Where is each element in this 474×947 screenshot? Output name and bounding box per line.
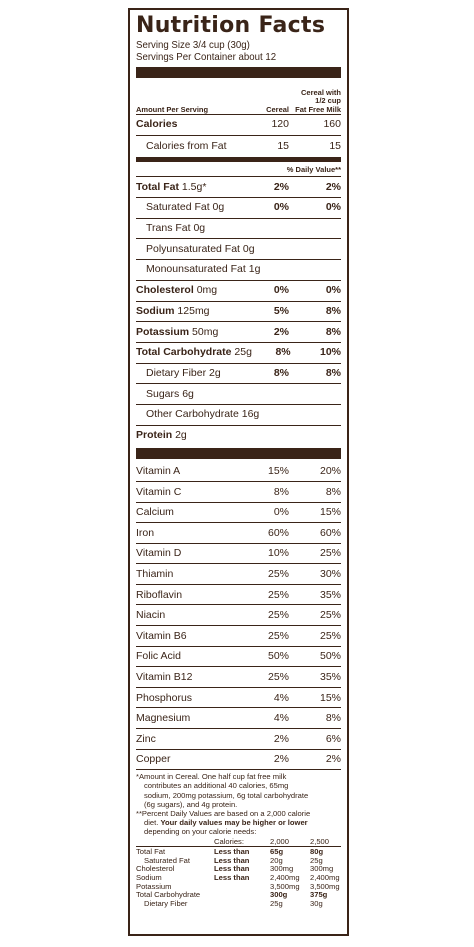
daily-value-table (136, 838, 341, 909)
vitamin-label: Magnesium (136, 712, 191, 725)
nutrient-row (136, 239, 341, 260)
vitamin-row: Vitamin B12 25% 35% (136, 667, 341, 688)
nutrient-row: Total Carbohydrate 25g 8% 10% (136, 343, 341, 364)
nutrient-row: Cholesterol 0mg 0% 0% (136, 281, 341, 302)
vitamin-row: Thiamin 25% 30% (136, 564, 341, 585)
nutrient-row (136, 260, 341, 281)
vitamin-label: Iron (136, 526, 155, 539)
daily-value-table-row: Sodium Less than 2,400mg 2,400mg (136, 873, 340, 883)
nutrient-row: Saturated Fat 0g 0% 0% (136, 198, 341, 219)
nutrient-row: Potassium 50mg 2% 8% (136, 322, 341, 343)
nutrient-row (136, 405, 341, 426)
nutrient-label: Protein 2g (136, 429, 187, 442)
vitamin-label: Vitamin D (136, 547, 182, 560)
daily-value-table-row: Total Carbohydrate 300g 375g (136, 890, 328, 900)
nutrient-label: Sugars 6g (146, 387, 194, 400)
daily-value-table-row: Cholesterol Less than 300mg 300mg (136, 864, 334, 874)
calories-from-fat-row: Calories from Fat 15 15 (146, 139, 341, 152)
medium-divider (136, 157, 341, 162)
daily-value-table-header: Calories: 2,000 2,500 (136, 838, 341, 847)
vitamin-label: Zinc (136, 732, 156, 745)
vitamin-row: Vitamin A 15% 20% (136, 461, 341, 482)
nutrition-facts-panel (128, 8, 349, 936)
vitamin-label: Vitamin B6 (136, 629, 187, 642)
thick-divider (136, 448, 341, 459)
column-cereal-with-milk: Cereal with 1/2 cup Fat Free Milk (295, 87, 341, 114)
label-title: Nutrition Facts (136, 13, 326, 38)
daily-value-table-row: Potassium 3,500mg 3,500mg (136, 881, 340, 891)
vitamin-label: Vitamin A (136, 465, 181, 478)
daily-value-table-row: Saturated Fat Less than 20g 25g (144, 855, 323, 865)
daily-value-table-row: Total Fat Less than 65g 80g (136, 847, 324, 857)
vitamin-row: Magnesium 4% 8% (136, 708, 341, 729)
vitamin-row: Iron 60% 60% (136, 523, 341, 544)
nutrient-row (136, 219, 341, 240)
vitamin-row: Niacin 25% 25% (136, 605, 341, 626)
nutrient-label: Potassium 50mg (136, 325, 219, 338)
nutrient-row (136, 426, 341, 447)
vitamin-row: Riboflavin 25% 35% (136, 585, 341, 606)
vitamin-row: Copper 2% 2% (136, 750, 341, 771)
footnotes: *Amount in Cereal. One half cup fat free milk contributes an additional 40 calories, 65mg sodium, 200mg potassium, 6g total carbohydrate (6g sugars), and 4g protein. **Percent Daily Values are based on a 2,000 calorie diet. Your daily values may be higher or lower depending on your calorie needs: Calories: 2,000 2,500 Total Fat Less than 65g 80g Saturated Fat Less than 20g 25g Cholesterol Less than 300mg 300mg Sodium Less than 2,400mg 2,400mg Potassium 3,500mg 3,500mg Total Carbohydrate 300g 375g Dietary Fiber 25g 30g (136, 772, 340, 908)
vitamin-row: Phosphorus 4% 15% (136, 688, 341, 709)
vitamin-label: Copper (136, 753, 171, 766)
calories-section (136, 115, 341, 156)
thick-divider (136, 67, 341, 78)
nutrient-label: Total Carbohydrate 25g (136, 346, 252, 359)
nutrient-label: Saturated Fat 0g (146, 201, 225, 214)
nutrient-label: Cholesterol 0mg (136, 284, 218, 297)
amount-footnote: *Amount in Cereal. One half cup fat free milk (136, 772, 287, 782)
nutrient-label: Total Fat 1.5g* (136, 180, 207, 193)
vitamin-label: Vitamin C (136, 485, 182, 498)
vitamin-label: Calcium (136, 506, 174, 519)
nutrient-row (136, 384, 341, 405)
vitamin-row: Vitamin C 8% 8% (136, 482, 341, 503)
vitamin-label: Folic Acid (136, 650, 181, 663)
nutrient-label: Trans Fat 0g (146, 222, 206, 235)
column-cereal: Cereal (266, 104, 289, 114)
nutrient-label: Other Carbohydrate 16g (146, 408, 260, 421)
daily-value-header: % Daily Value** (136, 164, 341, 177)
nutrient-label: Monounsaturated Fat 1g (146, 263, 261, 276)
calories-row: Calories 120 160 (136, 115, 341, 136)
vitamin-label: Phosphorus (136, 691, 193, 704)
nutrients-list (136, 177, 341, 446)
vitamin-row: Zinc 2% 6% (136, 729, 341, 750)
vitamin-label: Vitamin B12 (136, 671, 193, 684)
servings-per-container: Servings Per Container about 12 (136, 51, 277, 63)
serving-size: Serving Size 3/4 cup (30g) (136, 39, 250, 51)
vitamin-label: Riboflavin (136, 588, 183, 601)
vitamin-label: Thiamin (136, 568, 174, 581)
daily-value-footnote: **Percent Daily Values are based on a 2,000 calorie (136, 809, 311, 819)
nutrient-row: Total Fat 1.5g* 2% 2% (136, 177, 341, 198)
nutrient-row: Dietary Fiber 2g 8% 8% (136, 364, 341, 385)
nutrient-label: Polyunsaturated Fat 0g (146, 242, 255, 255)
vitamin-label: Niacin (136, 609, 166, 622)
vitamin-row: Vitamin B6 25% 25% (136, 626, 341, 647)
amount-per-serving: Amount Per Serving (136, 104, 209, 114)
vitamins-list (136, 461, 341, 770)
nutrient-label: Dietary Fiber 2g (146, 366, 221, 379)
vitamin-row: Vitamin D 10% 25% (136, 544, 341, 565)
vitamin-row: Folic Acid 50% 50% (136, 647, 341, 668)
column-header (136, 80, 341, 114)
vitamin-row: Calcium 0% 15% (136, 503, 341, 524)
nutrient-label: Sodium 125mg (136, 304, 210, 317)
nutrient-row: Sodium 125mg 5% 8% (136, 302, 341, 323)
daily-value-table-row: Dietary Fiber 25g 30g (144, 898, 323, 908)
